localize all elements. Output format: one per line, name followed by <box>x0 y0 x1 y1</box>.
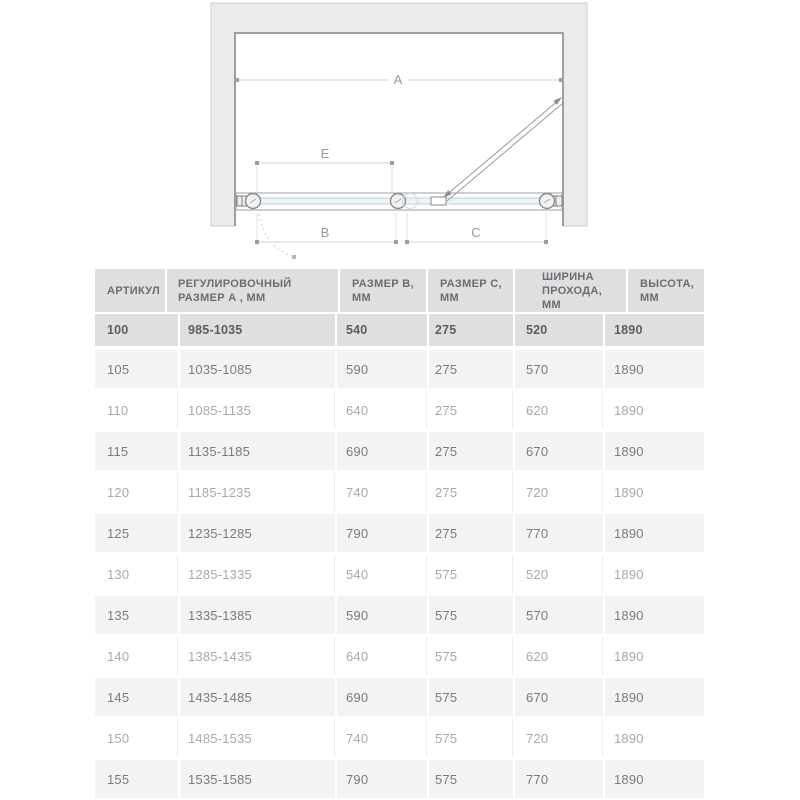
cell: 790 <box>337 760 427 798</box>
cell: 275 <box>429 432 513 470</box>
table-row <box>95 350 704 388</box>
cell: 155 <box>95 760 178 798</box>
dimension-c <box>405 213 548 246</box>
column-header-size-a: РЕГУЛИРОВОЧНЫЙ РАЗМЕР А , ММ <box>167 269 338 312</box>
cell: 720 <box>515 473 603 511</box>
table-row <box>95 473 704 511</box>
cell: 670 <box>515 432 603 470</box>
cell: 1890 <box>605 314 704 346</box>
cell: 770 <box>515 760 603 798</box>
cell: 135 <box>95 596 178 634</box>
table-row <box>95 678 704 716</box>
cell: 1535-1585 <box>180 760 335 798</box>
cell: 770 <box>515 514 603 552</box>
cell: 575 <box>429 596 513 634</box>
cell: 1235-1285 <box>180 514 335 552</box>
dimension-b <box>255 213 398 246</box>
table-header-row <box>95 269 704 312</box>
cell: 1085-1135 <box>180 391 335 429</box>
cell: 575 <box>429 555 513 593</box>
size-table <box>95 269 704 798</box>
cell: 985-1035 <box>180 314 335 346</box>
cell: 130 <box>95 555 178 593</box>
cell: 520 <box>515 555 603 593</box>
cell: 1035-1085 <box>180 350 335 388</box>
cell: 720 <box>515 719 603 757</box>
cell: 590 <box>337 596 427 634</box>
cell: 1890 <box>605 637 704 675</box>
column-header-size-b: РАЗМЕР B, ММ <box>340 269 426 312</box>
cell: 575 <box>429 719 513 757</box>
cell: 1890 <box>605 760 704 798</box>
cell: 1335-1385 <box>180 596 335 634</box>
column-header-size-c: РАЗМЕР C, ММ <box>428 269 513 312</box>
cell: 1890 <box>605 555 704 593</box>
table-row <box>95 637 704 675</box>
dimension-a <box>235 70 563 87</box>
cell: 1890 <box>605 391 704 429</box>
cell: 540 <box>337 555 427 593</box>
cell: 575 <box>429 678 513 716</box>
cell: 275 <box>429 350 513 388</box>
cell: 1890 <box>605 719 704 757</box>
cell: 520 <box>515 314 603 346</box>
cell: 620 <box>515 637 603 675</box>
cell: 640 <box>337 637 427 675</box>
cell: 740 <box>337 719 427 757</box>
swing-arc <box>259 214 296 259</box>
cell: 590 <box>337 350 427 388</box>
dimension-label-c: C <box>471 225 481 240</box>
cell: 275 <box>429 473 513 511</box>
cell: 1485-1535 <box>180 719 335 757</box>
cell: 1435-1485 <box>180 678 335 716</box>
cell: 125 <box>95 514 178 552</box>
cell: 1185-1235 <box>180 473 335 511</box>
column-header-article: АРТИКУЛ <box>95 269 165 312</box>
cell: 740 <box>337 473 427 511</box>
cell: 540 <box>337 314 427 346</box>
cell: 1890 <box>605 432 704 470</box>
column-header-height: ВЫСОТА, ММ <box>628 269 704 312</box>
cell: 670 <box>515 678 603 716</box>
shower-door-diagram <box>0 0 800 268</box>
cell: 145 <box>95 678 178 716</box>
cell: 620 <box>515 391 603 429</box>
cell: 690 <box>337 678 427 716</box>
cell: 1890 <box>605 514 704 552</box>
cell: 1890 <box>605 678 704 716</box>
cell: 570 <box>515 350 603 388</box>
cell: 275 <box>429 391 513 429</box>
cell: 1385-1435 <box>180 637 335 675</box>
cell: 575 <box>429 760 513 798</box>
cell: 690 <box>337 432 427 470</box>
cell: 275 <box>429 514 513 552</box>
cell: 140 <box>95 637 178 675</box>
table-row <box>95 314 704 346</box>
cell: 275 <box>429 314 513 346</box>
cell: 790 <box>337 514 427 552</box>
dimension-label-e: E <box>320 146 330 161</box>
cell: 570 <box>515 596 603 634</box>
dimension-e <box>255 146 394 192</box>
cell: 640 <box>337 391 427 429</box>
cell: 120 <box>95 473 178 511</box>
table-body <box>95 314 704 798</box>
column-header-passage-width: ШИРИНА ПРОХОДА, ММ <box>515 269 626 312</box>
table-row <box>95 432 704 470</box>
diagram-canvas <box>0 0 800 268</box>
door-handle <box>431 197 446 205</box>
dimension-label-a: A <box>393 72 403 87</box>
cell: 105 <box>95 350 178 388</box>
table-row <box>95 514 704 552</box>
cell: 1890 <box>605 350 704 388</box>
dimension-label-b: B <box>320 225 330 240</box>
table-row <box>95 719 704 757</box>
table-row <box>95 760 704 798</box>
cell: 100 <box>95 314 178 346</box>
cell: 1890 <box>605 473 704 511</box>
swing-door <box>443 97 563 201</box>
cell: 110 <box>95 391 178 429</box>
door-track <box>236 193 562 210</box>
cell: 1285-1335 <box>180 555 335 593</box>
cell: 115 <box>95 432 178 470</box>
table-row <box>95 555 704 593</box>
cell: 1890 <box>605 596 704 634</box>
cell: 1135-1185 <box>180 432 335 470</box>
cell: 575 <box>429 637 513 675</box>
table-row <box>95 391 704 429</box>
table-row <box>95 596 704 634</box>
cell: 150 <box>95 719 178 757</box>
